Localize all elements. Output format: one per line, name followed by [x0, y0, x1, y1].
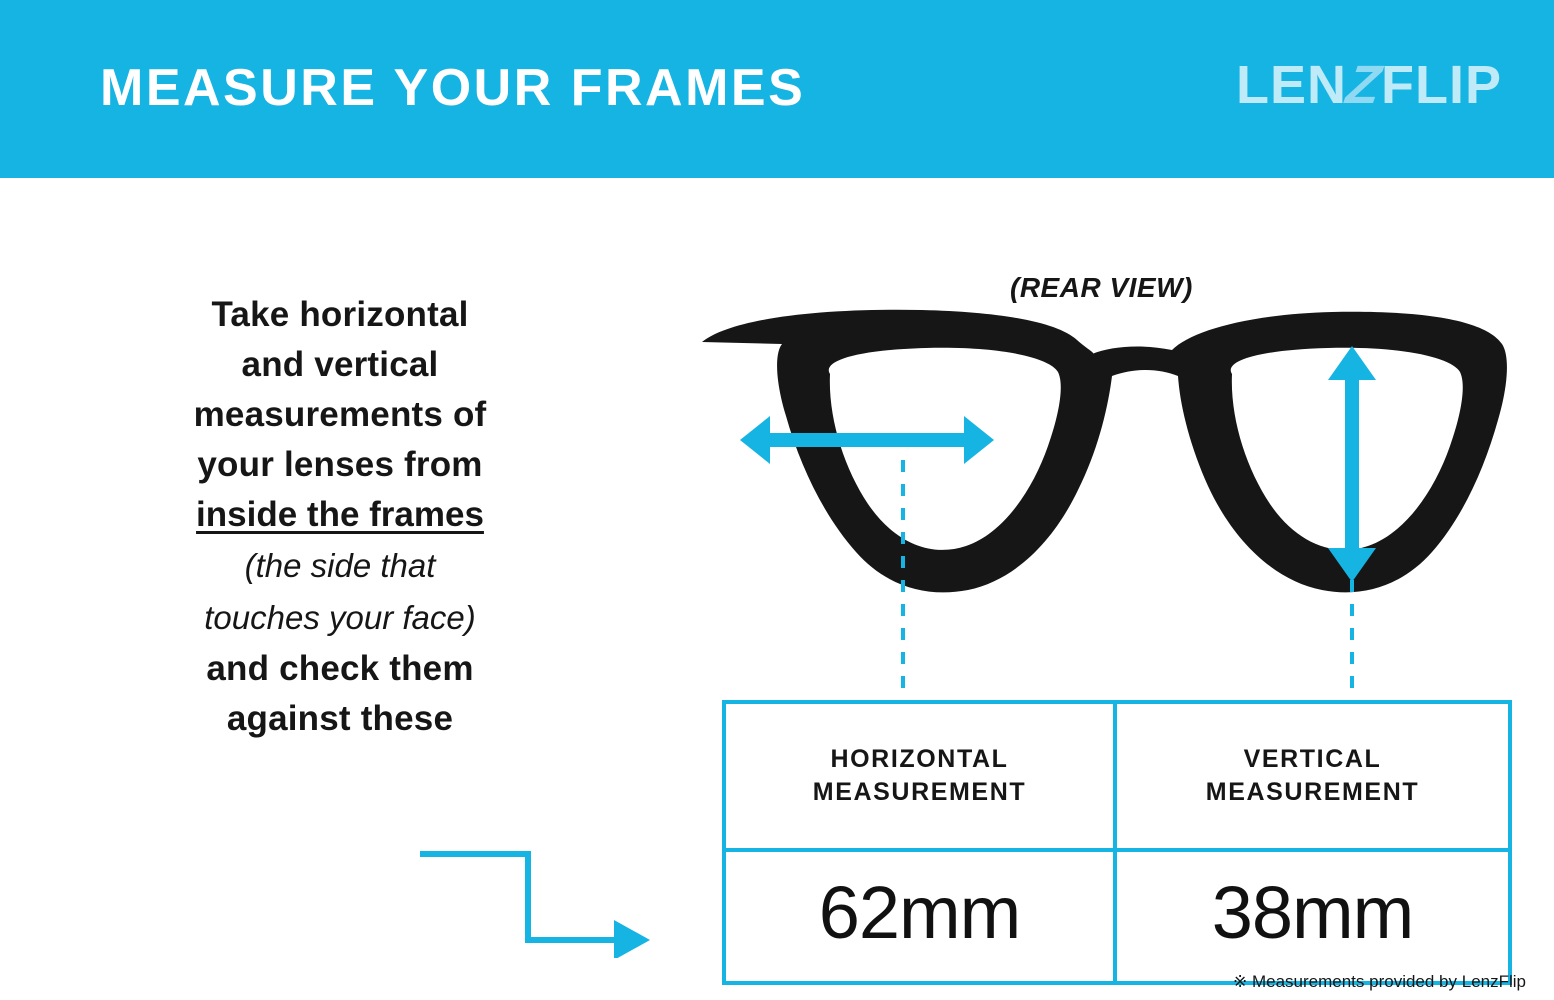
rear-view-label: (REAR VIEW)	[1010, 272, 1193, 303]
measurements-table	[722, 700, 1512, 985]
instruction-line-5-emphasis: inside the frames	[196, 495, 484, 534]
vertical-measurement-header	[1117, 704, 1508, 852]
vertical-measurement-value: 38mm	[1211, 871, 1414, 954]
instruction-line-6: (the side that	[244, 547, 436, 584]
page-header	[0, 0, 1554, 178]
instruction-line-8: and check them	[206, 649, 474, 688]
instructions-block	[120, 290, 560, 744]
vertical-measurement-column	[1117, 704, 1508, 981]
logo-text-z: Z	[1342, 55, 1386, 115]
logo-text-part1: LEN	[1236, 55, 1347, 115]
instruction-line-1: Take horizontal	[211, 295, 469, 334]
instruction-line-3: measurements of	[193, 395, 487, 434]
instruction-line-9: against these	[226, 699, 454, 738]
vertical-header-line-1: VERTICAL	[1243, 745, 1382, 773]
instruction-line-4: your lenses from	[197, 445, 483, 484]
horizontal-header-line-1: HORIZONTAL	[830, 745, 1009, 773]
instruction-line-7: touches your face)	[204, 599, 476, 636]
horizontal-measurement-header	[726, 704, 1113, 852]
vertical-header-line-2: MEASUREMENT	[1205, 778, 1420, 806]
page-title: MEASURE YOUR FRAMES	[100, 59, 806, 117]
footnote-text: ※ Measurements provided by LenzFlip	[1233, 972, 1526, 991]
pointer-arrow-icon	[418, 848, 658, 958]
instruction-line-2: and vertical	[241, 345, 439, 384]
logo-text-part2: FLIP	[1381, 55, 1502, 115]
horizontal-measurement-value: 62mm	[818, 871, 1021, 954]
dashed-guide-lines	[672, 440, 1512, 710]
lenzflip-logo	[1236, 55, 1502, 115]
horizontal-header-line-2: MEASUREMENT	[812, 778, 1027, 806]
horizontal-measurement-column	[726, 704, 1117, 981]
